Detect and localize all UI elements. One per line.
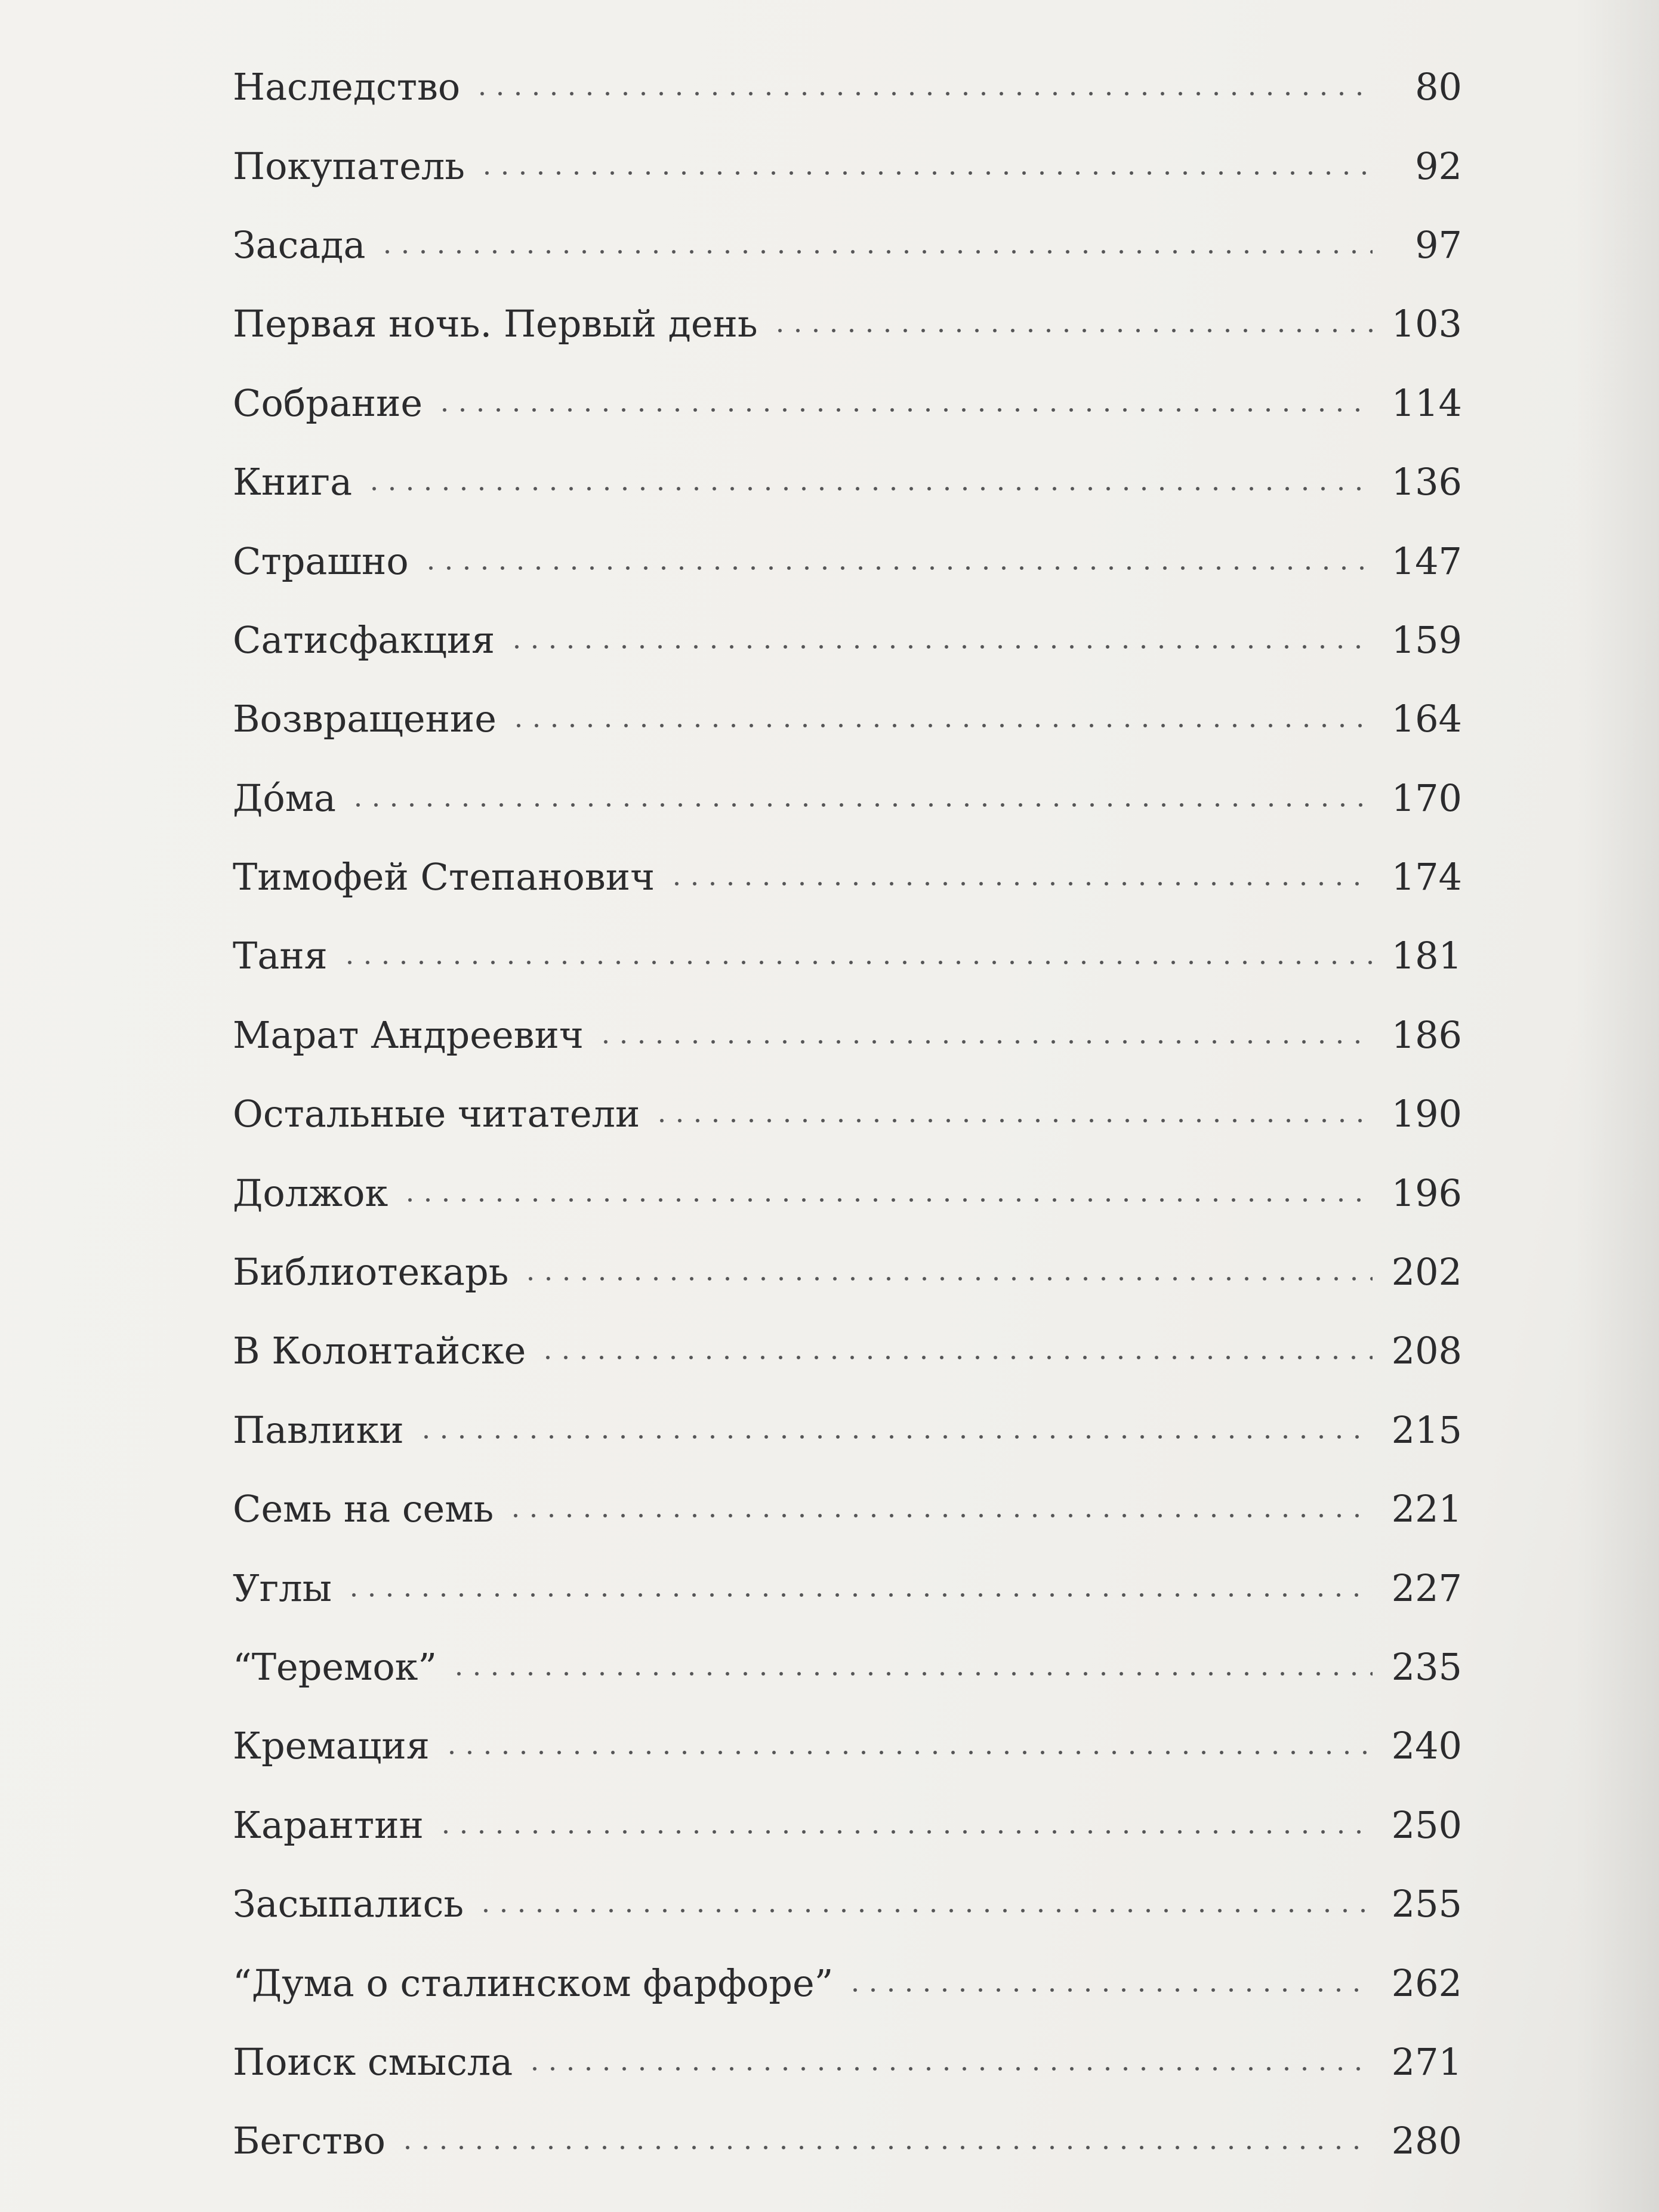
dot-leader	[365, 486, 1373, 491]
toc-entry-title: Сатисфакция	[233, 618, 495, 662]
dot-leader	[668, 881, 1373, 886]
toc-entry-title: Покупатель	[233, 144, 465, 188]
toc-entry-page-number: 227	[1391, 1566, 1462, 1610]
toc-entry	[233, 285, 1462, 363]
toc-entry-page-number: 280	[1391, 2119, 1462, 2163]
dot-leader	[508, 644, 1373, 649]
toc-entry-title: Таня	[233, 934, 328, 978]
toc-entry-title: Должок	[233, 1171, 388, 1215]
toc-entry-title: До́ма	[233, 776, 336, 820]
toc-entry-title: Остальные читатели	[233, 1092, 640, 1136]
toc-entry-title: Книга	[233, 460, 353, 504]
toc-entry-page-number: 250	[1391, 1803, 1462, 1847]
toc-entry	[233, 1628, 1462, 1707]
toc-entry	[233, 1075, 1462, 1153]
dot-leader	[507, 1513, 1373, 1518]
toc-entry-title: Кремация	[233, 1724, 430, 1768]
toc-entry-title: Собрание	[233, 381, 423, 425]
toc-entry-page-number: 170	[1391, 776, 1462, 820]
dot-leader	[417, 1434, 1373, 1439]
toc-entry	[233, 443, 1462, 522]
toc-entry-page-number: 147	[1391, 539, 1462, 583]
toc-entry-title: Первая ночь. Первый день	[233, 302, 758, 346]
dot-leader	[510, 723, 1373, 728]
dot-leader	[522, 1276, 1373, 1281]
toc-entry	[233, 759, 1462, 838]
toc-entry-page-number: 181	[1391, 934, 1462, 978]
toc-entry-page-number: 240	[1391, 1724, 1462, 1768]
dot-leader	[436, 408, 1373, 412]
toc-entry-page-number: 202	[1391, 1250, 1462, 1294]
toc-entry-title: Тимофей Степанович	[233, 855, 655, 899]
dot-leader	[345, 1593, 1373, 1597]
toc-entry	[233, 48, 1462, 127]
toc-entry-page-number: 159	[1391, 618, 1462, 662]
toc-entry-title: Павлики	[233, 1408, 404, 1452]
toc-entry	[233, 1943, 1462, 2022]
toc-entry-title: “Дума о сталинском фарфоре”	[233, 1961, 834, 2005]
toc-entry-page-number: 221	[1391, 1487, 1462, 1531]
toc-entry-page-number: 97	[1415, 223, 1462, 267]
toc-entry-page-number: 190	[1391, 1092, 1462, 1136]
dot-leader	[597, 1039, 1373, 1044]
toc-entry-title: Бегство	[233, 2119, 386, 2163]
toc-entry-page-number: 103	[1391, 302, 1462, 346]
toc-entry-page-number: 255	[1391, 1882, 1462, 1926]
dot-leader	[437, 1830, 1373, 1834]
toc-entry-title: Наследство	[233, 65, 461, 109]
toc-entry	[233, 680, 1462, 758]
dot-leader	[473, 91, 1373, 96]
toc-entry	[233, 2102, 1462, 2180]
toc-entry-title: Библиотекарь	[233, 1250, 509, 1294]
toc-entry-title: Страшно	[233, 539, 409, 583]
toc-entry-page-number: 174	[1391, 855, 1462, 899]
toc-entry	[233, 1548, 1462, 1627]
toc-entry-page-number: 208	[1391, 1329, 1462, 1373]
toc-entry	[233, 127, 1462, 205]
toc-entry-page-number: 114	[1391, 381, 1462, 425]
toc-entry-page-number: 164	[1391, 697, 1462, 741]
dot-leader	[399, 2145, 1373, 2150]
toc-entry	[233, 1391, 1462, 1470]
toc-entry-page-number: 80	[1415, 65, 1462, 109]
toc-entry	[233, 1707, 1462, 1785]
toc-entry-title: Семь на семь	[233, 1487, 494, 1531]
dot-leader	[422, 566, 1373, 570]
dot-leader	[477, 1908, 1373, 1913]
dot-leader	[539, 1355, 1373, 1360]
dot-leader	[401, 1198, 1373, 1202]
dot-leader	[653, 1118, 1373, 1123]
toc-entry-page-number: 186	[1391, 1013, 1462, 1057]
toc-entry	[233, 1312, 1462, 1390]
toc-entry	[233, 917, 1462, 995]
toc-entry-title: “Теремок”	[233, 1645, 437, 1689]
dot-leader	[378, 249, 1373, 254]
toc-entry-title: Карантин	[233, 1803, 424, 1847]
dot-leader	[478, 171, 1373, 175]
toc-entry-page-number: 271	[1391, 2040, 1462, 2084]
toc-entry	[233, 206, 1462, 285]
toc-entry	[233, 1233, 1462, 1312]
dot-leader	[450, 1671, 1373, 1676]
toc-entry-page-number: 215	[1391, 1408, 1462, 1452]
table-of-contents	[233, 48, 1462, 2181]
toc-entry	[233, 364, 1462, 443]
toc-entry	[233, 996, 1462, 1075]
toc-entry	[233, 522, 1462, 600]
toc-entry	[233, 1470, 1462, 1548]
dot-leader	[349, 803, 1373, 807]
toc-entry-title: Засыпались	[233, 1882, 464, 1926]
toc-entry-page-number: 262	[1391, 1961, 1462, 2005]
toc-entry	[233, 1786, 1462, 1865]
toc-entry-title: В Колонтайске	[233, 1329, 526, 1373]
page-edge-shadow	[1575, 0, 1659, 2212]
dot-leader	[771, 328, 1373, 333]
toc-entry-page-number: 92	[1415, 144, 1462, 188]
toc-entry-title: Возвращение	[233, 697, 497, 741]
toc-entry	[233, 2023, 1462, 2102]
dot-leader	[526, 2066, 1373, 2071]
toc-entry-page-number: 196	[1391, 1171, 1462, 1215]
toc-entry	[233, 838, 1462, 917]
toc-entry	[233, 1153, 1462, 1232]
dot-leader	[443, 1750, 1373, 1755]
toc-entry-page-number: 235	[1391, 1645, 1462, 1689]
dot-leader	[341, 960, 1373, 965]
toc-entry-title: Углы	[233, 1566, 332, 1610]
toc-entry-title: Марат Андреевич	[233, 1013, 584, 1057]
toc-entry-title: Засада	[233, 223, 366, 267]
toc-entry-title: Поиск смысла	[233, 2040, 513, 2084]
toc-entry-page-number: 136	[1391, 460, 1462, 504]
toc-entry	[233, 601, 1462, 680]
toc-entry	[233, 1865, 1462, 1943]
dot-leader	[846, 1988, 1373, 1992]
